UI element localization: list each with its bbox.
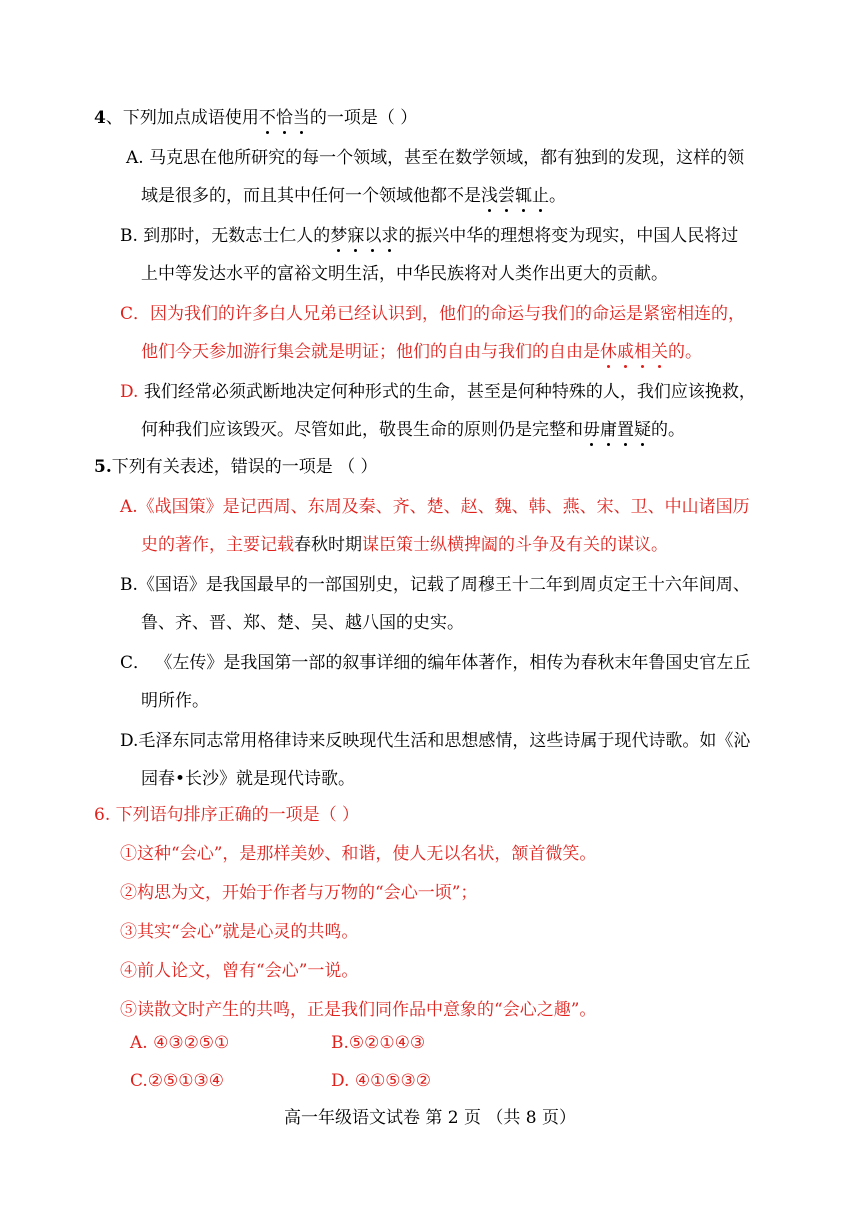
q5-option-a-line2: 史的著作，主要记载春秋时期谋臣策士纵横捭阖的斗争及有关的谋议。 [141, 535, 668, 555]
emphasis-dot-char: 梦 [330, 226, 348, 246]
q4-option-d-idiom [583, 420, 651, 440]
emphasis-dot-char: 关 [651, 342, 668, 362]
q4-stem: 4、下列加点成语使用不恰当的一项是（ ） [94, 108, 418, 128]
q4-option-a-idiom [481, 186, 549, 206]
emphasis-dot-char: 止 [532, 186, 549, 206]
q6-stem: 6. 下列语句排序正确的一项是（ ） [94, 805, 360, 825]
q4-option-d-line1: D. 我们经常必须武断地决定何种形式的生命，甚至是何种特殊的人，我们应该挽救， [120, 382, 756, 402]
q4-option-c-line2: 他们今天参加游行集会就是明证；他们的自由与我们的自由是休戚相关的。 [141, 342, 702, 362]
q4-option-b-line1: B. 到那时，无数志士仁人的梦寐以求的振兴中华的理想将变为现实，中国人民将过 [120, 226, 739, 246]
emphasis-dot-char: 恰 [275, 108, 293, 128]
q4-option-d-line2: 何种我们应该毁灭。尽管如此，敬畏生命的原则仍是完整和毋庸置疑的。 [141, 420, 685, 440]
q6-sentence-2: ②构思为文，开始于作者与万物的“会心一顷”； [120, 883, 478, 903]
emphasis-dot-char: 庸 [600, 420, 617, 440]
q6-option-a: A. ④③②⑤① [130, 1033, 230, 1053]
emphasis-dot-char: 置 [617, 420, 634, 440]
q6-option-b: B.⑤②①④③ [331, 1033, 426, 1053]
emphasis-dot-char: 求 [381, 226, 399, 246]
emphasis-dot-char: 以 [364, 226, 382, 246]
q4-option-b-line2: 上中等发达水平的富裕文明生活，中华民族将对人类作出更大的贡献。 [141, 264, 668, 284]
emphasis-dot-char: 戚 [617, 342, 634, 362]
q4-option-d-letter: D. [120, 382, 139, 402]
emphasis-dot-char: 疑 [634, 420, 651, 440]
emphasis-dot-char: 毋 [583, 420, 600, 440]
q4-option-c-idiom [600, 342, 668, 362]
q5-option-d-line2: 园春•长沙》就是现代诗歌。 [141, 769, 356, 789]
q5-option-a-line1: A.《战国策》是记西周、东周及秦、齐、楚、赵、魏、韩、燕、宋、卫、中山诸国历 [120, 497, 750, 517]
q4-dotted-word [259, 108, 310, 128]
q5-option-b-line1: B.《国语》是我国最早的一部国别史，记载了周穆王十二年到周贞定王十六年间周、 [120, 575, 750, 595]
emphasis-dot-char: 尝 [498, 186, 515, 206]
emphasis-dot-char: 当 [292, 108, 310, 128]
q6-sentence-5: ⑤读散文时产生的共鸣，正是我们同作品中意象的“会心之趣”。 [120, 1000, 597, 1020]
emphasis-dot-char: 寐 [347, 226, 365, 246]
q5-option-c-line2: 明所作。 [141, 691, 209, 711]
emphasis-dot-char: 相 [634, 342, 651, 362]
q5-option-c-line1: C． 《左传》是我国第一部的叙事详细的编年体著作，相传为春秋末年鲁国史官左丘 [120, 653, 751, 673]
q6-option-c: C.②⑤①③④ [130, 1071, 225, 1091]
q6-sentence-4: ④前人论文，曾有“会心”一说。 [120, 961, 359, 981]
page-footer: 高一年级语文试卷 第 2 页 （共 8 页） [283, 1108, 577, 1128]
q4-option-a-line1: A. 马克思在他所研究的每一个领域，甚至在数学领域，都有独到的发现，这样的领 [126, 148, 745, 168]
q4-option-b-idiom [330, 226, 398, 246]
q5-stem: 5.下列有关表述，错误的一项是 （ ） [94, 457, 378, 477]
q6-sentence-1: ①这种“会心”，是那样美妙、和谐，使人无以名状，颔首微笑。 [120, 844, 597, 864]
q6-sentence-3: ③其实“会心”就是心灵的共鸣。 [120, 922, 359, 942]
q4-option-a-line2: 域是很多的，而且其中任何一个领域他都不是浅尝辄止。 [141, 186, 566, 206]
emphasis-dot-char: 休 [600, 342, 617, 362]
q6-option-d: D. ④①⑤③② [331, 1071, 432, 1091]
q5-option-b-line2: 鲁、齐、晋、郑、楚、吴、越八国的史实。 [141, 613, 464, 633]
q5-option-d-line1: D.毛泽东同志常用格律诗来反映现代生活和思想感情，这些诗属于现代诗歌。如《沁 [120, 731, 751, 751]
emphasis-dot-char: 辄 [515, 186, 532, 206]
q4-option-c-line1: C．因为我们的许多白人兄弟已经认识到，他们的命运与我们的命运是紧密相连的， [120, 304, 746, 324]
emphasis-dot-char: 不 [258, 108, 276, 128]
emphasis-dot-char: 浅 [481, 186, 498, 206]
